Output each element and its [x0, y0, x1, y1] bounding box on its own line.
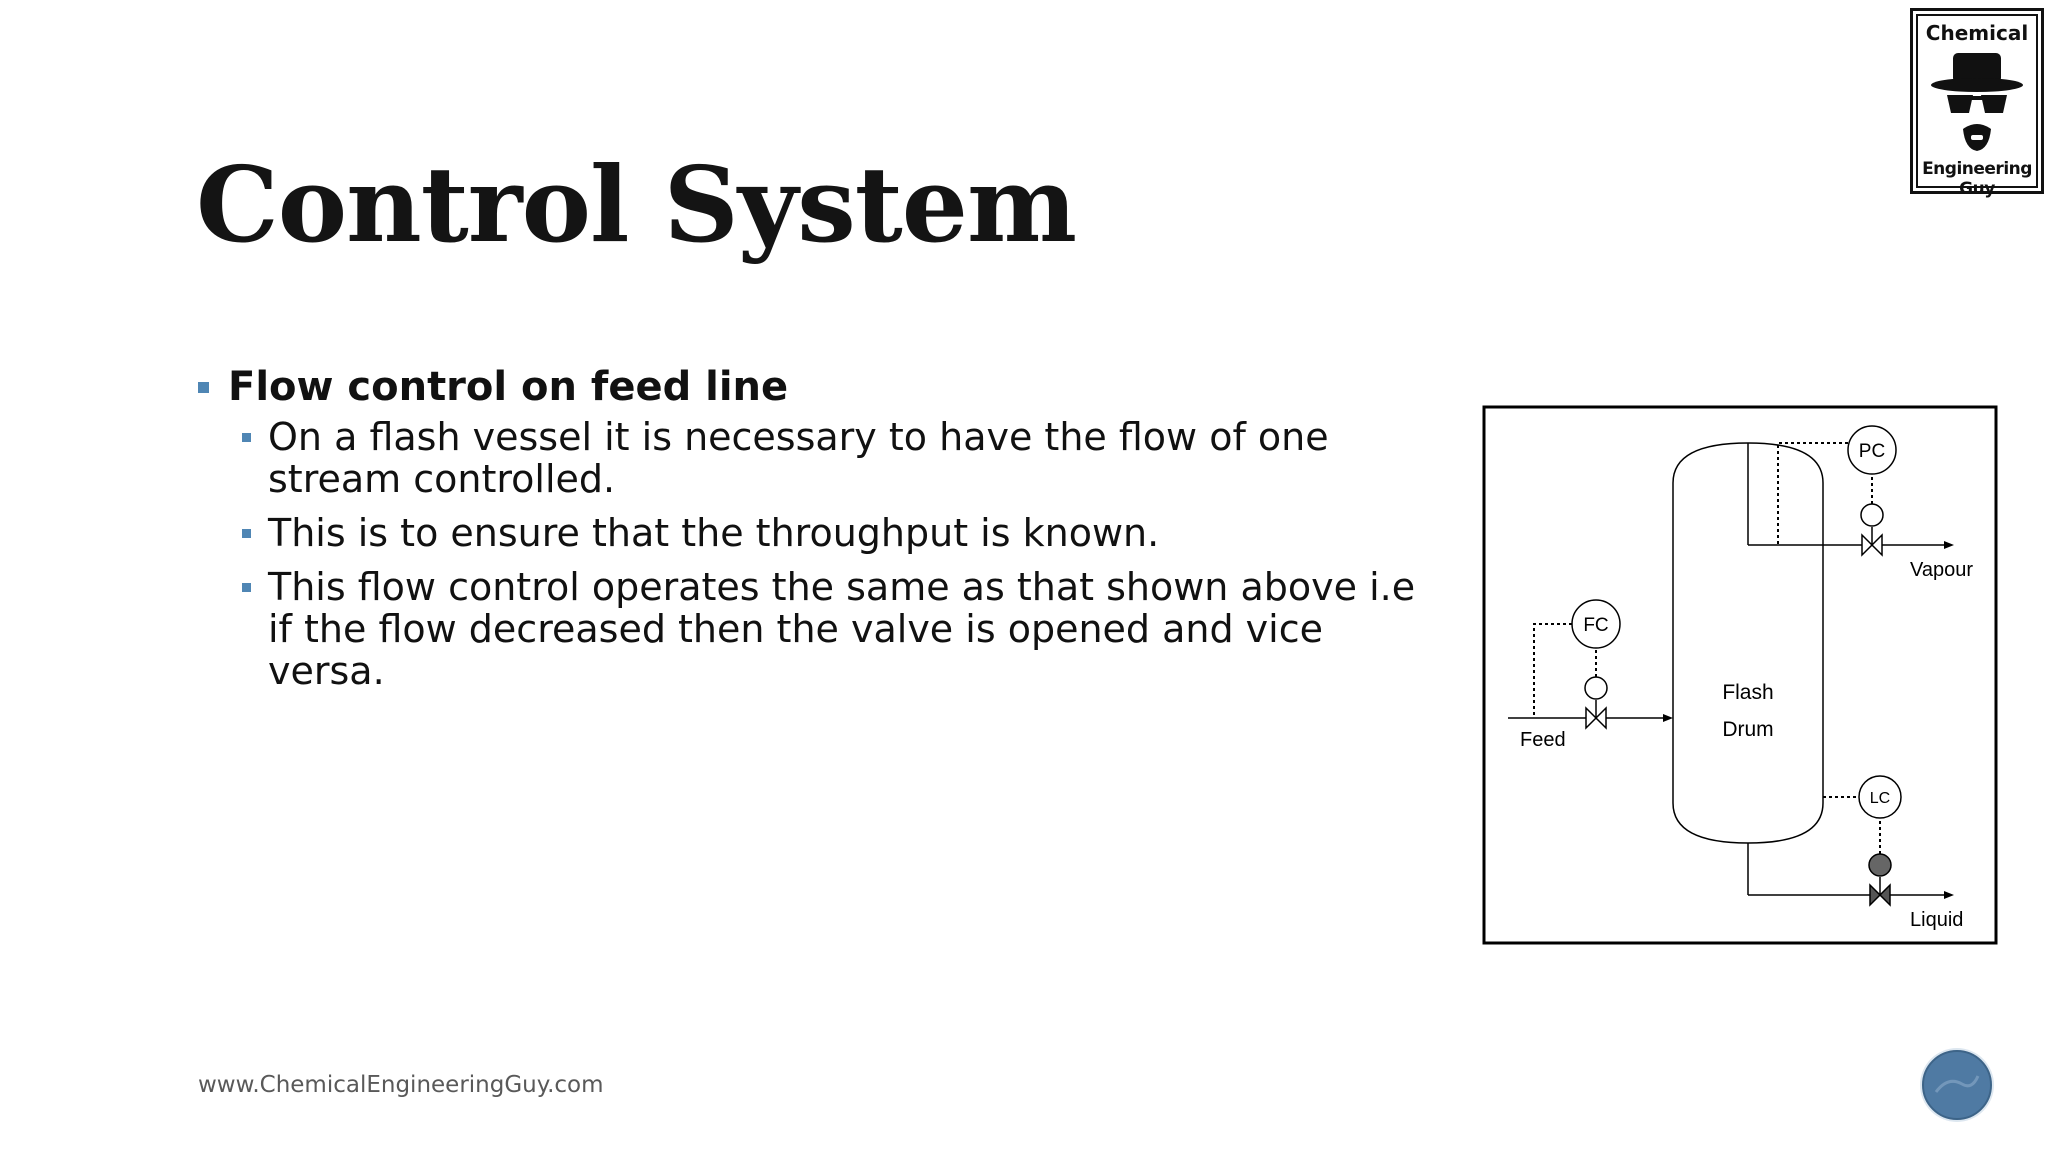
sub-bullet	[242, 512, 1436, 554]
sub-bullet	[242, 416, 1436, 500]
lc-label: LC	[1869, 790, 1891, 807]
vapour-label: Vapour	[1910, 559, 1974, 581]
flash-drum-diagram	[1482, 405, 1998, 945]
brand-logo	[1910, 8, 2044, 199]
sub-bullet-list	[196, 416, 1436, 692]
bullet-square-icon	[198, 382, 209, 393]
bullet-square-icon	[242, 583, 251, 592]
sub-bullet-text: This is to ensure that the throughput is known.	[268, 511, 1160, 555]
bullet-list	[196, 360, 1436, 704]
vessel-label-drum: Drum	[1722, 718, 1774, 741]
hat-glasses-beard-icon	[1929, 53, 2025, 157]
vessel-label-flash: Flash	[1722, 681, 1774, 704]
sub-bullet-text: This flow control operates the same as that shown above i.e if the flow decreased then the valve is opened and vice versa.	[268, 565, 1416, 693]
liquid-label: Liquid	[1910, 909, 1964, 931]
slide-title: Control System	[196, 143, 1077, 266]
bullet-square-icon	[242, 529, 251, 538]
sub-bullet-text: On a flash vessel it is necessary to have the flow of one stream controlled.	[268, 415, 1329, 501]
bullet-main	[196, 360, 1436, 414]
bullet-square-icon	[242, 433, 251, 442]
logo-text-bottom: Engineering Guy	[1922, 159, 2032, 199]
pc-label: PC	[1858, 441, 1886, 462]
feed-label: Feed	[1520, 729, 1566, 751]
bullet-main-text: Flow control on feed line	[228, 364, 789, 410]
page-badge	[1918, 1046, 1996, 1124]
logo-text-top: Chemical	[1925, 21, 2029, 45]
fc-label: FC	[1583, 615, 1609, 636]
sub-bullet	[242, 566, 1436, 692]
footer-url: www.ChemicalEngineeringGuy.com	[198, 1072, 604, 1098]
